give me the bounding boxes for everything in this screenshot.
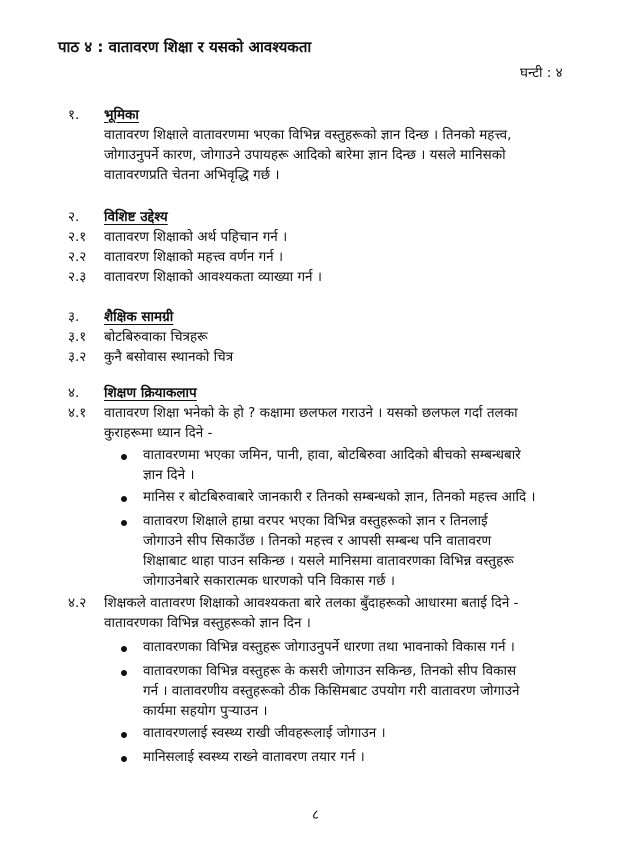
bullet-icon	[121, 646, 127, 652]
section-1-number: १.	[68, 107, 80, 123]
section-1-line: जोगाउनुपर्ने कारण, जोगाउने उपायहरू आदिको बारेमा ज्ञान दिन्छ । यसले मानिसको	[104, 147, 506, 163]
bullet-line: गर्न । वातावरणीय वस्तुहरूको ठीक किसिमबाट उपयोग गरी वातावरण जोगाउने	[143, 683, 520, 699]
bullet-line: वातावरणमा भएका जमिन, पानी, हावा, बोटबिरुवा आदिको बीचको सम्बन्धबारे	[143, 447, 521, 463]
bullet-line: वातावरणका विभिन्न वस्तुहरू जोगाउनुपर्ने धारणा तथा भावनाको विकास गर्न ।	[143, 639, 515, 655]
objective-text: वातावरण शिक्षाको आवश्यकता व्याख्या गर्न ।	[104, 269, 322, 285]
activity-line: वातावरण शिक्षा भनेको के हो ? कक्षामा छलफल गराउने । यसको छलफल गर्दा तलका	[104, 405, 518, 421]
section-1-heading: भूमिका	[104, 107, 139, 123]
activity-line: कुराहरूमा ध्यान दिने -	[104, 425, 213, 441]
bullet-line: जोगाउने सीप सिकाउँछ । तिनको महत्त्व र आपसी सम्बन्ध पनि वातावरण	[143, 533, 492, 549]
period-count: घन्टी : ४	[520, 65, 563, 81]
section-3-number: ३.	[68, 309, 80, 325]
section-4-number: ४.	[68, 385, 80, 401]
section-2-heading: विशिष्ट उद्देश्य	[104, 209, 168, 225]
bullet-icon	[121, 756, 127, 762]
activity-line: शिक्षकले वातावरण शिक्षाको आवश्यकता बारे तलका बुँदाहरूको आधारमा बताई दिने -	[104, 595, 519, 611]
objective-text: वातावरण शिक्षाको अर्थ पहिचान गर्न ।	[104, 229, 288, 245]
objective-text: वातावरण शिक्षाको महत्त्व वर्णन गर्न ।	[104, 249, 284, 265]
page-number: ८	[312, 807, 320, 823]
section-3-heading: शैक्षिक सामग्री	[104, 309, 174, 325]
bullet-line: शिक्षाबाट थाहा पाउन सकिन्छ । यसले मानिसमा वातावरणका विभिन्न वस्तुहरू	[143, 553, 514, 569]
bullet-icon	[121, 670, 127, 676]
bullet-line: मानिस र बोटबिरुवाबारे जानकारी र तिनको सम्बन्धको ज्ञान, तिनको महत्त्व आदि ।	[143, 489, 536, 505]
bullet-line: कार्यमा सहयोग पुऱ्याउन ।	[143, 703, 268, 719]
bullet-line: वातावरण शिक्षाले हाम्रा वरपर भएका विभिन्न वस्तुहरूको ज्ञान र तिनलाई	[143, 513, 488, 529]
section-1-line: वातावरण शिक्षाले वातावरणमा भएका विभिन्न वस्तुहरूको ज्ञान दिन्छ । तिनको महत्त्व,	[104, 127, 512, 143]
bullet-line: जोगाउनेबारे सकारात्मक धारणको पनि विकास गर्छ ।	[143, 573, 395, 589]
bullet-icon	[121, 496, 127, 502]
bullet-icon	[121, 520, 127, 526]
section-1-line: वातावरणप्रति चेतना अभिवृद्धि गर्छ ।	[104, 167, 280, 183]
material-text: बोटबिरुवाका चित्रहरू	[104, 329, 208, 345]
bullet-line: ज्ञान दिने ।	[143, 467, 195, 483]
objective-number: २.२	[68, 249, 87, 265]
activity-line: वातावरणका विभिन्न वस्तुहरूको ज्ञान दिन ।	[104, 615, 311, 631]
material-number: ३.१	[68, 329, 87, 345]
bullet-line: वातावरणका विभिन्न वस्तुहरू के कसरी जोगाउन सकिन्छ, तिनको सीप विकास	[143, 663, 517, 679]
bullet-line: वातावरणलाई स्वस्थ्य राखी जीवहरूलाई जोगाउन ।	[143, 725, 386, 741]
material-text: कुनै बसोवास स्थानको चित्र	[104, 349, 234, 365]
activity-number: ४.१	[68, 405, 87, 421]
lesson-title: पाठ ४ : वातावरण शिक्षा र यसको आवश्यकता	[58, 38, 312, 56]
objective-number: २.१	[68, 229, 87, 245]
bullet-icon	[121, 454, 127, 460]
activity-number: ४.२	[68, 595, 87, 611]
objective-number: २.३	[68, 269, 87, 285]
bullet-line: मानिसलाई स्वस्थ्य राख्ने वातावरण तयार गर्न ।	[143, 749, 365, 765]
section-4-heading: शिक्षण क्रियाकलाप	[104, 385, 197, 401]
bullet-icon	[121, 732, 127, 738]
section-2-number: २.	[68, 209, 80, 225]
material-number: ३.२	[68, 349, 87, 365]
